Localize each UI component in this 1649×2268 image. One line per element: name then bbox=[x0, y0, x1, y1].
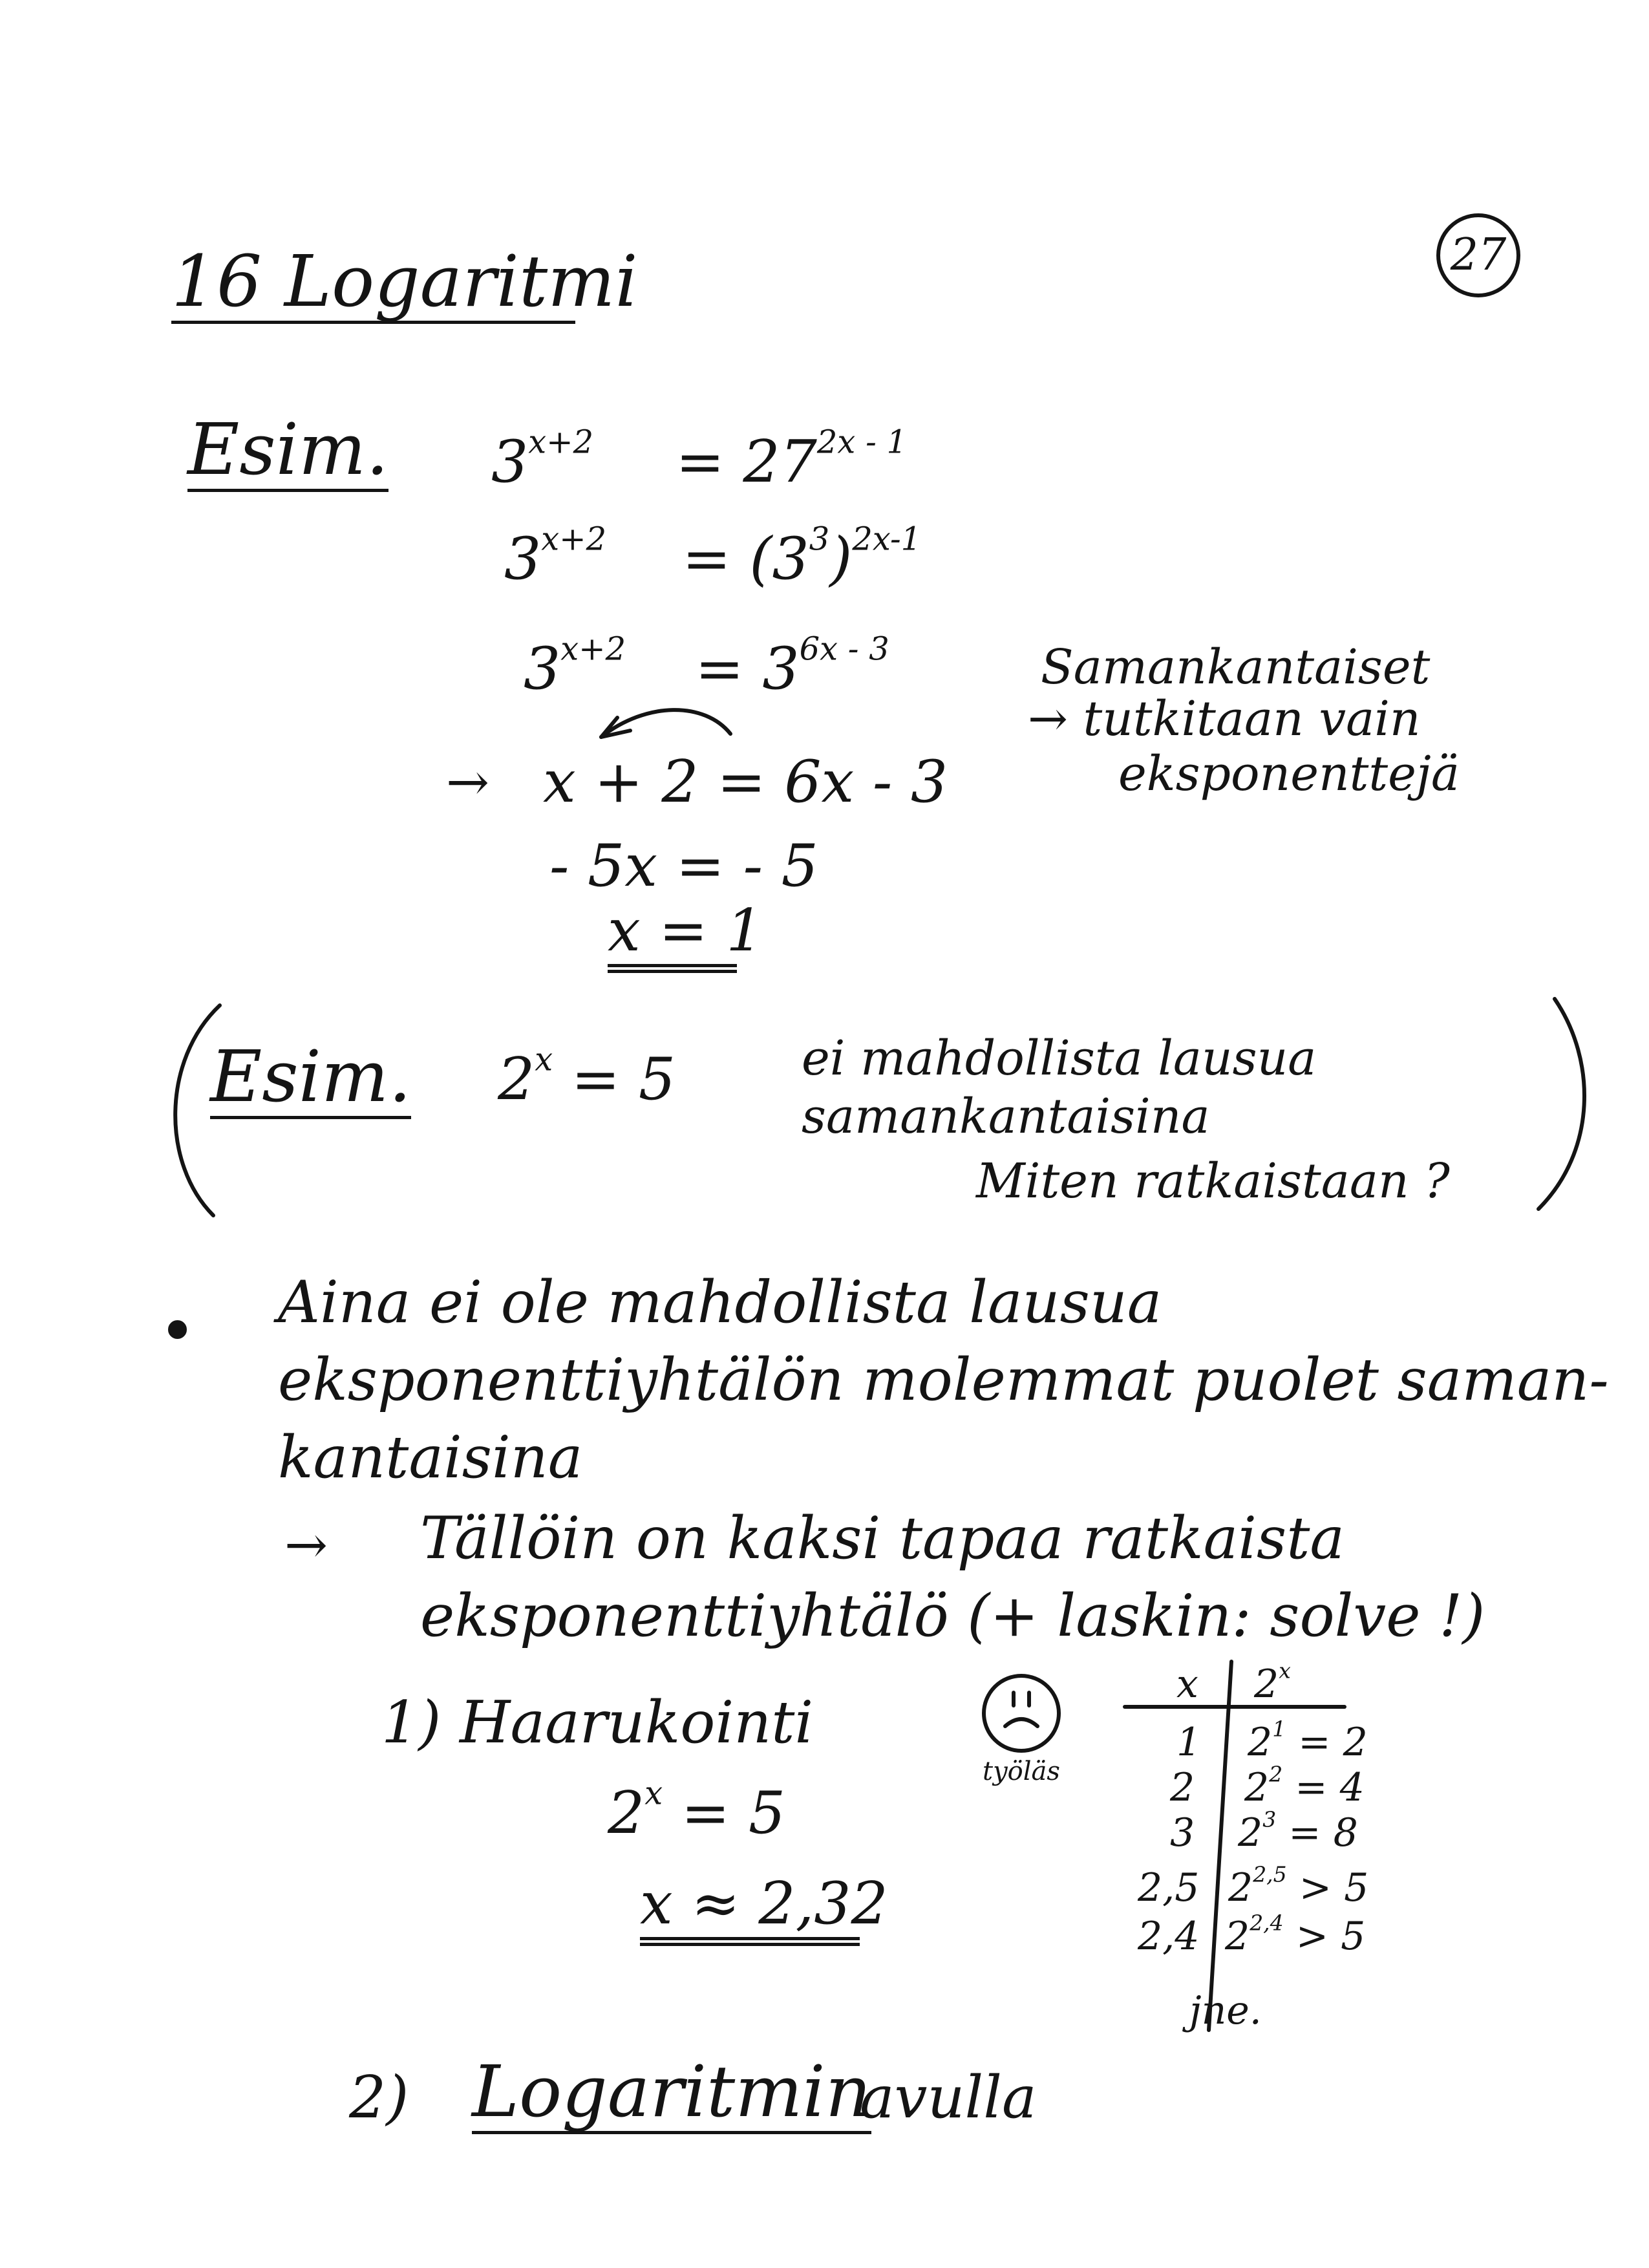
example1-eq2: $3^{x+2} = (3^3)^{2x-1}$ bbox=[504, 520, 922, 593]
bullet-arrow: → bbox=[284, 1515, 328, 1575]
example2-note-line2: samankantaisina bbox=[802, 1089, 1210, 1144]
method2-rest: avulla bbox=[860, 2064, 1037, 2132]
table-header-x: x bbox=[1176, 1662, 1198, 1707]
bullet-line1: Aina ei ole mahdollista lausua bbox=[278, 1268, 1162, 1336]
table-row-4-value: $2^{2,5} > 5$ bbox=[1228, 1861, 1369, 1910]
example2-note-line3: Miten ratkaistaan ? bbox=[976, 1153, 1450, 1209]
sad-face-outline bbox=[984, 1676, 1059, 1751]
sad-face-mouth bbox=[1005, 1719, 1037, 1726]
example1-label: Esim. bbox=[187, 408, 389, 491]
table-row-3-x: 3 bbox=[1170, 1810, 1195, 1856]
example1-eq1: $3^{x+2} = 27^{2x - 1}$ bbox=[491, 423, 908, 496]
bullet-line2: eksponenttiyhtälön molemmat puolet saman- bbox=[278, 1346, 1609, 1414]
page-number: 27 bbox=[1436, 213, 1520, 297]
method1-title: 1) Haarukointi bbox=[381, 1689, 814, 1757]
method1-result: x ≈ 2,32 bbox=[640, 1875, 860, 1946]
example1-result: x = 1 bbox=[608, 902, 737, 973]
example2-note-line1: ei mahdollista lausua bbox=[802, 1031, 1317, 1086]
example1-note-line2: → tutkitaan vain bbox=[1028, 691, 1421, 747]
example2-right-bracket bbox=[1538, 999, 1584, 1209]
page-heading: 16 Logaritmi bbox=[171, 240, 638, 323]
example1-note-line1: Samankantaiset bbox=[1041, 639, 1431, 695]
table-row-2-value: $2^2 = 4$ bbox=[1244, 1761, 1365, 1810]
table-row-5-x: 2,4 bbox=[1138, 1914, 1200, 1959]
method1-smiley-label: työläs bbox=[983, 1757, 1060, 1786]
table-header-power: 2$^x$ bbox=[1254, 1658, 1291, 1707]
bullet-line3: kantaisina bbox=[278, 1424, 583, 1492]
table-row-4-x: 2,5 bbox=[1138, 1865, 1200, 1910]
table-row-1-x: 1 bbox=[1176, 1720, 1202, 1765]
example1-arrow: → bbox=[446, 752, 490, 812]
example1-eq5: - 5x = - 5 bbox=[549, 832, 818, 900]
method2-number: 2) bbox=[349, 2064, 409, 2132]
bullet-line4: Tällöin on kaksi tapaa ratkaista bbox=[420, 1504, 1345, 1572]
table-column-rule bbox=[1209, 1662, 1231, 2030]
method1-eq: $2^x = 5$ bbox=[608, 1774, 786, 1847]
bullet-marker: • bbox=[158, 1294, 197, 1369]
example1-eq3: $3^{x+2} = 3^{6x - 3}$ bbox=[524, 630, 889, 703]
example1-note-line3: eksponenttejä bbox=[1118, 746, 1460, 802]
table-footer: jne. bbox=[1189, 1988, 1262, 2033]
example2-label: Esim. bbox=[210, 1035, 412, 1118]
example1-eq4: x + 2 = 6x - 3 bbox=[543, 748, 948, 816]
table-row-2-x: 2 bbox=[1170, 1765, 1195, 1810]
bullet-line5: eksponenttiyhtälö (+ laskin: solve !) bbox=[420, 1582, 1485, 1650]
example2-eq: $2^x = 5$ bbox=[498, 1040, 676, 1113]
method2-title: Logaritmin bbox=[472, 2050, 871, 2133]
table-row-5-value: $2^{2,4} > 5$ bbox=[1225, 1910, 1366, 1959]
table-row-1-value: $2^1 = 2$ bbox=[1248, 1716, 1368, 1765]
table-row-3-value: $2^3 = 8$ bbox=[1238, 1806, 1358, 1856]
